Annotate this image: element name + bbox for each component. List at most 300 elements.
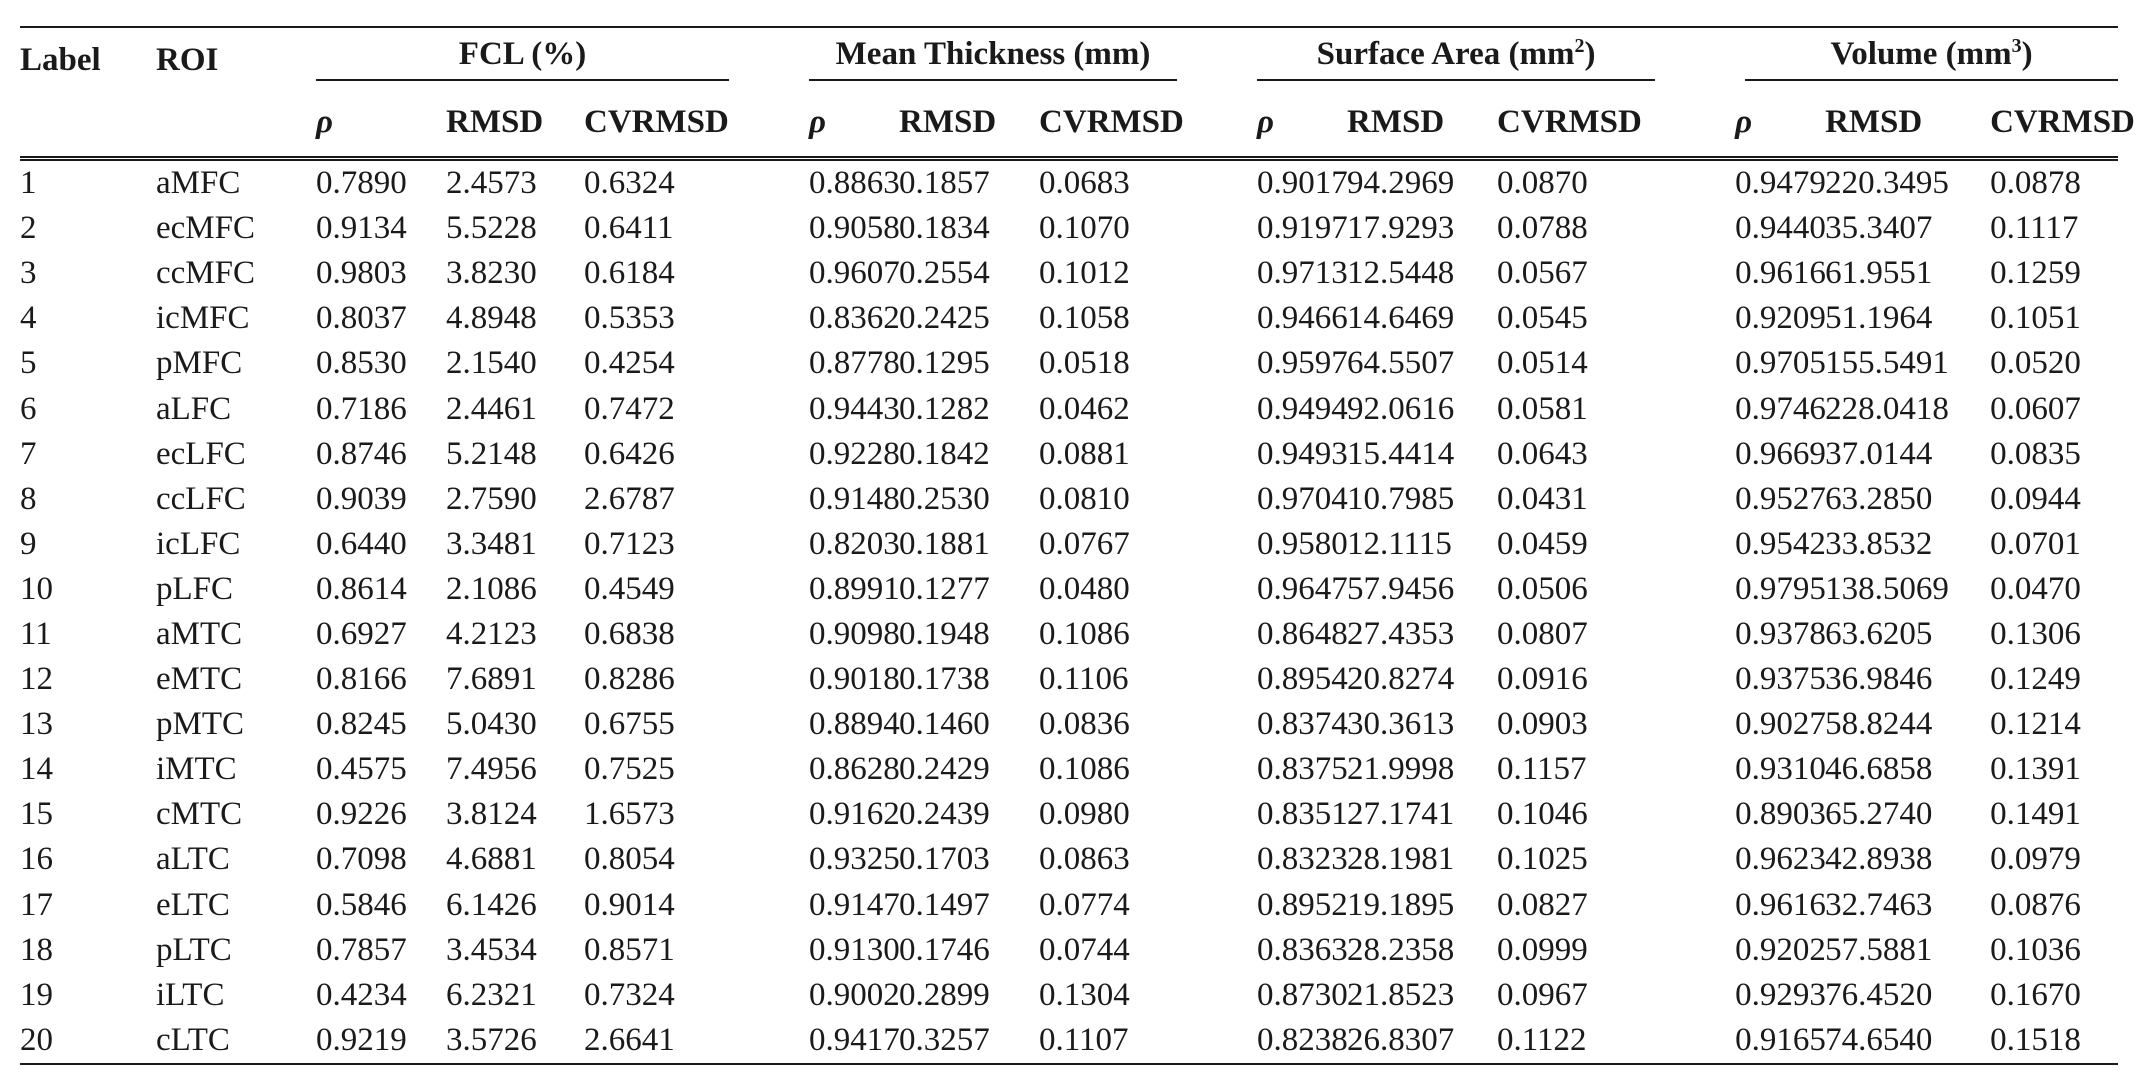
cell-mt-rmsd: 0.3257 [899, 1021, 990, 1058]
cell-fcl-rmsd: 4.6881 [446, 841, 537, 878]
cell-roi: aLTC [156, 841, 230, 878]
cell-mt-cvrmsd: 0.1058 [1039, 300, 1130, 337]
cell-vol-cvrmsd: 0.0520 [1990, 345, 2081, 382]
cell-vol-rho: 0.9310 [1735, 751, 1826, 788]
cell-vol-rmsd: 74.6540 [1825, 1021, 1933, 1058]
cell-vol-cvrmsd: 0.1391 [1990, 751, 2081, 788]
cell-sa-rmsd: 64.5507 [1347, 345, 1455, 382]
cell-sa-rho: 0.8375 [1257, 751, 1348, 788]
header-group-fcl [316, 27, 769, 88]
cell-sa-rho: 0.9713 [1257, 255, 1348, 292]
cell-mt-cvrmsd: 0.0767 [1039, 525, 1130, 562]
cell-sa-rmsd: 10.7985 [1347, 480, 1455, 517]
cell-fcl-rho: 0.7890 [316, 165, 407, 202]
cell-sa-cvrmsd: 0.0643 [1497, 435, 1588, 472]
cell-fcl-rho: 0.8166 [316, 661, 407, 698]
header-mt-cvrmsd: CVRMSD [1039, 103, 1184, 140]
cell-fcl-rmsd: 4.8948 [446, 300, 537, 337]
cell-fcl-rho: 0.4575 [316, 751, 407, 788]
cell-sa-rho: 0.8323 [1257, 841, 1348, 878]
cell-vol-cvrmsd: 0.1214 [1990, 706, 2081, 743]
cell-fcl-rmsd: 2.1086 [446, 570, 537, 607]
cell-sa-cvrmsd: 0.0870 [1497, 165, 1588, 202]
cell-label: 3 [20, 255, 37, 292]
cell-sa-cvrmsd: 0.1025 [1497, 841, 1588, 878]
cell-sa-cvrmsd: 0.0916 [1497, 661, 1588, 698]
cell-fcl-cvrmsd: 2.6641 [584, 1021, 675, 1058]
cell-mt-rmsd: 0.2425 [899, 300, 990, 337]
cell-vol-rmsd: 42.8938 [1825, 841, 1933, 878]
table-row [20, 612, 2118, 657]
cell-vol-rmsd: 46.6858 [1825, 751, 1933, 788]
cell-sa-rmsd: 57.9456 [1347, 570, 1455, 607]
header-roi: ROI [156, 42, 219, 78]
table-row [20, 702, 2118, 747]
cell-vol-rmsd: 36.9846 [1825, 661, 1933, 698]
cell-vol-rmsd: 61.9551 [1825, 255, 1933, 292]
table-row [20, 522, 2118, 567]
cell-mt-cvrmsd: 0.0480 [1039, 570, 1130, 607]
cell-sa-rho: 0.8730 [1257, 976, 1348, 1013]
header-volume-text [1830, 36, 2032, 73]
header-mean-thickness-underline [809, 79, 1177, 81]
cell-vol-rho: 0.9705 [1735, 345, 1826, 382]
cell-vol-cvrmsd: 0.1259 [1990, 255, 2081, 292]
cell-vol-rho: 0.9165 [1735, 1021, 1826, 1058]
cell-fcl-rho: 0.8746 [316, 435, 407, 472]
table-row [20, 159, 2118, 207]
cell-roi: iLTC [156, 976, 225, 1013]
cell-vol-rmsd: 138.5069 [1825, 570, 1949, 607]
cell-mt-rmsd: 0.1703 [899, 841, 990, 878]
cell-mt-cvrmsd: 0.0881 [1039, 435, 1130, 472]
cell-vol-rmsd: 51.1964 [1825, 300, 1933, 337]
cell-sa-cvrmsd: 0.1046 [1497, 796, 1588, 833]
cell-sa-cvrmsd: 0.0967 [1497, 976, 1588, 1013]
cell-sa-rho: 0.9197 [1257, 210, 1348, 247]
cell-sa-cvrmsd: 0.0514 [1497, 345, 1588, 382]
cell-sa-rmsd: 26.8307 [1347, 1021, 1455, 1058]
cell-mt-cvrmsd: 0.0863 [1039, 841, 1130, 878]
cell-label: 5 [20, 345, 37, 382]
cell-mt-rho: 0.8628 [809, 751, 900, 788]
cell-roi: cMTC [156, 796, 243, 833]
cell-mt-rho: 0.9148 [809, 480, 900, 517]
cell-sa-rmsd: 12.5448 [1347, 255, 1455, 292]
cell-fcl-rho: 0.9219 [316, 1021, 407, 1058]
cell-fcl-rho: 0.6927 [316, 615, 407, 652]
cell-fcl-rmsd: 3.8124 [446, 796, 537, 833]
cell-fcl-cvrmsd: 0.6324 [584, 165, 675, 202]
header-group-volume [1695, 27, 2118, 88]
cell-sa-cvrmsd: 0.0903 [1497, 706, 1588, 743]
cell-vol-cvrmsd: 0.0944 [1990, 480, 2081, 517]
cell-sa-cvrmsd: 0.0999 [1497, 931, 1588, 968]
cell-vol-rmsd: 155.5491 [1825, 345, 1949, 382]
cell-sa-cvrmsd: 0.0567 [1497, 255, 1588, 292]
cell-label: 1 [20, 165, 37, 202]
cell-mt-cvrmsd: 0.0518 [1039, 345, 1130, 382]
cell-fcl-rho: 0.7857 [316, 931, 407, 968]
cell-fcl-cvrmsd: 2.6787 [584, 480, 675, 517]
cell-mt-rmsd: 0.1295 [899, 345, 990, 382]
cell-fcl-rmsd: 7.4956 [446, 751, 537, 788]
cell-fcl-rho: 0.9134 [316, 210, 407, 247]
header-volume-underline [1745, 79, 2118, 81]
table-row [20, 657, 2118, 702]
cell-vol-rho: 0.9669 [1735, 435, 1826, 472]
table-row [20, 296, 2118, 341]
cell-label: 16 [20, 841, 53, 878]
cell-mt-rmsd: 0.2899 [899, 976, 990, 1013]
header-fcl-text: FCL (%) [458, 35, 587, 72]
cell-mt-cvrmsd: 0.1107 [1039, 1021, 1129, 1058]
header-label: Label [20, 42, 101, 78]
cell-sa-cvrmsd: 0.0788 [1497, 210, 1588, 247]
cell-fcl-cvrmsd: 0.9014 [584, 886, 675, 923]
cell-vol-cvrmsd: 0.0979 [1990, 841, 2081, 878]
cell-mt-rmsd: 0.1282 [899, 390, 990, 427]
cell-vol-rmsd: 37.0144 [1825, 435, 1933, 472]
cell-sa-rmsd: 30.3613 [1347, 706, 1455, 743]
cell-mt-cvrmsd: 0.0462 [1039, 390, 1130, 427]
cell-label: 9 [20, 525, 37, 562]
cell-fcl-cvrmsd: 0.6426 [584, 435, 675, 472]
cell-fcl-rho: 0.9226 [316, 796, 407, 833]
cell-fcl-rho: 0.7186 [316, 390, 407, 427]
cell-sa-rho: 0.8238 [1257, 1021, 1348, 1058]
table-row [20, 747, 2118, 792]
header-surface-area-underline [1257, 79, 1655, 81]
cell-label: 2 [20, 210, 37, 247]
cell-sa-rho: 0.8952 [1257, 886, 1348, 923]
cell-label: 4 [20, 300, 37, 337]
cell-fcl-rmsd: 2.7590 [446, 480, 537, 517]
cell-mt-cvrmsd: 0.1106 [1039, 661, 1129, 698]
cell-mt-rmsd: 0.1460 [899, 706, 990, 743]
cell-fcl-cvrmsd: 0.8571 [584, 931, 675, 968]
cell-vol-rho: 0.9440 [1735, 210, 1826, 247]
cell-fcl-rmsd: 2.1540 [446, 345, 537, 382]
cell-mt-rho: 0.9130 [809, 931, 900, 968]
cell-sa-rho: 0.9647 [1257, 570, 1348, 607]
header-mean-thickness-text: Mean Thickness (mm) [835, 35, 1151, 72]
cell-sa-rho: 0.9493 [1257, 435, 1348, 472]
cell-vol-cvrmsd: 0.1117 [1990, 210, 2079, 247]
cell-mt-cvrmsd: 0.0980 [1039, 796, 1130, 833]
cell-sa-cvrmsd: 0.0459 [1497, 525, 1588, 562]
header-vol-rmsd: RMSD [1825, 103, 1923, 140]
cell-fcl-rho: 0.8037 [316, 300, 407, 337]
cell-mt-cvrmsd: 0.0744 [1039, 931, 1130, 968]
cell-fcl-rmsd: 3.5726 [446, 1021, 537, 1058]
cell-roi: eMTC [156, 661, 243, 698]
header-sa-cvrmsd: CVRMSD [1497, 103, 1642, 140]
cell-fcl-rho: 0.5846 [316, 886, 407, 923]
cell-fcl-rmsd: 4.2123 [446, 615, 537, 652]
cell-fcl-cvrmsd: 0.8054 [584, 841, 675, 878]
cell-sa-cvrmsd: 0.0827 [1497, 886, 1588, 923]
cell-roi: icLFC [156, 525, 241, 562]
cell-sa-cvrmsd: 0.0506 [1497, 570, 1588, 607]
header-row-groups [20, 27, 2118, 88]
cell-mt-rho: 0.9443 [809, 390, 900, 427]
cell-mt-rho: 0.9607 [809, 255, 900, 292]
cell-fcl-cvrmsd: 0.5353 [584, 300, 675, 337]
header-sa-rmsd: RMSD [1347, 103, 1445, 140]
cell-vol-cvrmsd: 0.1518 [1990, 1021, 2081, 1058]
table-body [20, 159, 2118, 1064]
cell-roi: eLTC [156, 886, 230, 923]
cell-label: 17 [20, 886, 53, 923]
cell-sa-rmsd: 27.4353 [1347, 615, 1455, 652]
cell-fcl-rho: 0.8614 [316, 570, 407, 607]
cell-roi: iMTC [156, 751, 237, 788]
cell-roi: ecMFC [156, 210, 255, 247]
cell-mt-rmsd: 0.1277 [899, 570, 990, 607]
cell-mt-rho: 0.9058 [809, 210, 900, 247]
cell-roi: ecLFC [156, 435, 246, 472]
cell-vol-cvrmsd: 0.0701 [1990, 525, 2081, 562]
header-vol-cvrmsd: CVRMSD [1990, 103, 2135, 140]
cell-roi: ccLFC [156, 480, 246, 517]
cell-fcl-cvrmsd: 0.4254 [584, 345, 675, 382]
cell-mt-rmsd: 0.1857 [899, 165, 990, 202]
cell-label: 6 [20, 390, 37, 427]
cell-mt-rmsd: 0.2554 [899, 255, 990, 292]
cell-mt-cvrmsd: 0.1086 [1039, 615, 1130, 652]
cell-fcl-rmsd: 7.6891 [446, 661, 537, 698]
cell-roi: pMFC [156, 345, 243, 382]
cell-mt-rho: 0.8203 [809, 525, 900, 562]
cell-mt-rho: 0.8863 [809, 165, 900, 202]
surface-area-base: Surface Area (mm [1316, 35, 1575, 72]
header-sa-rho: ρ [1257, 103, 1275, 140]
cell-mt-rho: 0.9228 [809, 435, 900, 472]
cell-sa-rho: 0.9597 [1257, 345, 1348, 382]
cell-mt-rho: 0.9002 [809, 976, 900, 1013]
cell-fcl-rmsd: 5.5228 [446, 210, 537, 247]
cell-sa-cvrmsd: 0.0545 [1497, 300, 1588, 337]
cell-label: 12 [20, 661, 53, 698]
cell-mt-rmsd: 0.1746 [899, 931, 990, 968]
header-fcl-underline [316, 79, 729, 81]
cell-sa-rho: 0.9580 [1257, 525, 1348, 562]
table-row [20, 928, 2118, 973]
cell-sa-rmsd: 28.1981 [1347, 841, 1455, 878]
cell-fcl-rho: 0.9803 [316, 255, 407, 292]
cell-mt-rmsd: 0.1738 [899, 661, 990, 698]
cell-mt-cvrmsd: 0.0836 [1039, 706, 1130, 743]
table-row [20, 206, 2118, 251]
cell-roi: aLFC [156, 390, 232, 427]
cell-sa-rho: 0.8363 [1257, 931, 1348, 968]
table-row [20, 567, 2118, 612]
cell-vol-rho: 0.9616 [1735, 255, 1826, 292]
header-group-surface-area [1217, 27, 1695, 88]
cell-fcl-rmsd: 2.4461 [446, 390, 537, 427]
cell-vol-rmsd: 220.3495 [1825, 165, 1949, 202]
cell-fcl-rho: 0.4234 [316, 976, 407, 1013]
cell-sa-rmsd: 19.1895 [1347, 886, 1455, 923]
cell-vol-rho: 0.9027 [1735, 706, 1826, 743]
cell-roi: icMFC [156, 300, 250, 337]
cell-label: 11 [20, 615, 52, 652]
cell-mt-cvrmsd: 0.1070 [1039, 210, 1130, 247]
cell-sa-rho: 0.9017 [1257, 165, 1348, 202]
table-row [20, 251, 2118, 296]
cell-mt-rho: 0.8894 [809, 706, 900, 743]
cell-label: 18 [20, 931, 53, 968]
cell-vol-rmsd: 58.8244 [1825, 706, 1933, 743]
cell-roi: pLTC [156, 931, 232, 968]
cell-vol-cvrmsd: 0.1306 [1990, 615, 2081, 652]
cell-label: 7 [20, 435, 37, 472]
cell-sa-rho: 0.8351 [1257, 796, 1348, 833]
cell-fcl-rho: 0.8245 [316, 706, 407, 743]
cell-vol-rmsd: 63.2850 [1825, 480, 1933, 517]
header-vol-rho: ρ [1735, 103, 1753, 140]
cell-sa-cvrmsd: 0.0431 [1497, 480, 1588, 517]
header-fcl-rho: ρ [316, 103, 333, 140]
cell-fcl-rmsd: 3.8230 [446, 255, 537, 292]
cell-label: 20 [20, 1021, 53, 1058]
cell-roi: cLTC [156, 1021, 230, 1058]
cell-fcl-rmsd: 3.4534 [446, 931, 537, 968]
cell-vol-rho: 0.9293 [1735, 976, 1826, 1013]
cell-vol-rmsd: 63.6205 [1825, 615, 1933, 652]
cell-mt-cvrmsd: 0.1304 [1039, 976, 1130, 1013]
cell-vol-cvrmsd: 0.1051 [1990, 300, 2081, 337]
cell-label: 19 [20, 976, 53, 1013]
cell-fcl-rho: 0.9039 [316, 480, 407, 517]
cell-fcl-cvrmsd: 0.7324 [584, 976, 675, 1013]
header-mt-rmsd: RMSD [899, 103, 997, 140]
cell-sa-rmsd: 21.8523 [1347, 976, 1455, 1013]
cell-fcl-rho: 0.7098 [316, 841, 407, 878]
cell-mt-rho: 0.9098 [809, 615, 900, 652]
cell-mt-rho: 0.9417 [809, 1021, 900, 1058]
cell-mt-rmsd: 0.1842 [899, 435, 990, 472]
cell-sa-rho: 0.8954 [1257, 661, 1348, 698]
cell-fcl-rmsd: 5.0430 [446, 706, 537, 743]
cell-vol-rho: 0.9746 [1735, 390, 1826, 427]
cell-fcl-cvrmsd: 0.7525 [584, 751, 675, 788]
cell-vol-rho: 0.9542 [1735, 525, 1826, 562]
cell-vol-cvrmsd: 0.0470 [1990, 570, 2081, 607]
cell-roi: pLFC [156, 570, 234, 607]
cell-vol-rho: 0.9527 [1735, 480, 1826, 517]
cell-mt-rho: 0.9162 [809, 796, 900, 833]
cell-mt-rmsd: 0.1881 [899, 525, 990, 562]
cell-sa-rmsd: 15.4414 [1347, 435, 1455, 472]
cell-vol-rho: 0.9202 [1735, 931, 1826, 968]
cell-roi: ccMFC [156, 255, 255, 292]
cell-mt-rho: 0.9325 [809, 841, 900, 878]
cell-sa-rho: 0.8374 [1257, 706, 1348, 743]
cell-label: 10 [20, 570, 53, 607]
cell-fcl-cvrmsd: 0.6838 [584, 615, 675, 652]
cell-sa-rmsd: 14.6469 [1347, 300, 1455, 337]
cell-sa-rmsd: 94.2969 [1347, 165, 1455, 202]
volume-base: Volume (mm [1830, 35, 2012, 72]
cell-vol-rho: 0.9479 [1735, 165, 1826, 202]
cell-mt-rho: 0.9147 [809, 886, 900, 923]
cell-mt-cvrmsd: 0.0774 [1039, 886, 1130, 923]
table-row [20, 837, 2118, 882]
header-surface-area-text [1317, 36, 1596, 73]
cell-fcl-rmsd: 2.4573 [446, 165, 537, 202]
cell-sa-rho: 0.8648 [1257, 615, 1348, 652]
cell-fcl-rmsd: 5.2148 [446, 435, 537, 472]
cell-vol-rho: 0.9209 [1735, 300, 1826, 337]
cell-sa-rmsd: 27.1741 [1347, 796, 1455, 833]
table-container [20, 26, 2135, 1065]
cell-fcl-rho: 0.8530 [316, 345, 407, 382]
cell-sa-rho: 0.9466 [1257, 300, 1348, 337]
cell-sa-cvrmsd: 0.1122 [1497, 1021, 1587, 1058]
cell-fcl-rho: 0.6440 [316, 525, 407, 562]
cell-roi: pMTC [156, 706, 245, 743]
cell-sa-rmsd: 28.2358 [1347, 931, 1455, 968]
cell-sa-rmsd: 92.0616 [1347, 390, 1455, 427]
cell-vol-rmsd: 65.2740 [1825, 796, 1933, 833]
table-row [20, 432, 2118, 477]
cell-vol-rho: 0.9795 [1735, 570, 1826, 607]
cell-vol-rho: 0.9378 [1735, 615, 1826, 652]
cell-mt-rmsd: 0.1834 [899, 210, 990, 247]
cell-roi: aMFC [156, 165, 241, 202]
cell-fcl-cvrmsd: 0.4549 [584, 570, 675, 607]
cell-fcl-cvrmsd: 0.8286 [584, 661, 675, 698]
table-row [20, 1018, 2118, 1064]
results-table [20, 26, 2135, 1065]
cell-vol-rmsd: 32.7463 [1825, 886, 1933, 923]
table-row [20, 341, 2118, 386]
cell-fcl-cvrmsd: 1.6573 [584, 796, 675, 833]
surface-area-close: ) [1584, 35, 1596, 72]
cell-mt-rmsd: 0.1497 [899, 886, 990, 923]
cell-vol-cvrmsd: 0.1491 [1990, 796, 2081, 833]
cell-fcl-cvrmsd: 0.6755 [584, 706, 675, 743]
cell-sa-rho: 0.9704 [1257, 480, 1348, 517]
cell-mt-rho: 0.8778 [809, 345, 900, 382]
header-fcl-cvrmsd: CVRMSD [584, 103, 729, 140]
cell-vol-rho: 0.9623 [1735, 841, 1826, 878]
table-row [20, 792, 2118, 837]
table-row [20, 883, 2118, 928]
cell-mt-rmsd: 0.1948 [899, 615, 990, 652]
header-row-metrics [20, 88, 2118, 159]
header-group-mean-thickness [769, 27, 1217, 88]
cell-mt-cvrmsd: 0.1086 [1039, 751, 1130, 788]
cell-label: 15 [20, 796, 53, 833]
cell-sa-cvrmsd: 0.0807 [1497, 615, 1588, 652]
cell-vol-rho: 0.9375 [1735, 661, 1826, 698]
table-row [20, 477, 2118, 522]
cell-fcl-cvrmsd: 0.6184 [584, 255, 675, 292]
cell-fcl-cvrmsd: 0.7472 [584, 390, 675, 427]
cell-fcl-cvrmsd: 0.7123 [584, 525, 675, 562]
cell-fcl-rmsd: 6.1426 [446, 886, 537, 923]
volume-exponent: 3 [2011, 34, 2022, 57]
cell-mt-cvrmsd: 0.0683 [1039, 165, 1130, 202]
cell-fcl-cvrmsd: 0.6411 [584, 210, 674, 247]
cell-vol-rmsd: 33.8532 [1825, 525, 1933, 562]
cell-sa-rmsd: 20.8274 [1347, 661, 1455, 698]
cell-vol-cvrmsd: 0.0607 [1990, 390, 2081, 427]
cell-vol-cvrmsd: 0.1036 [1990, 931, 2081, 968]
